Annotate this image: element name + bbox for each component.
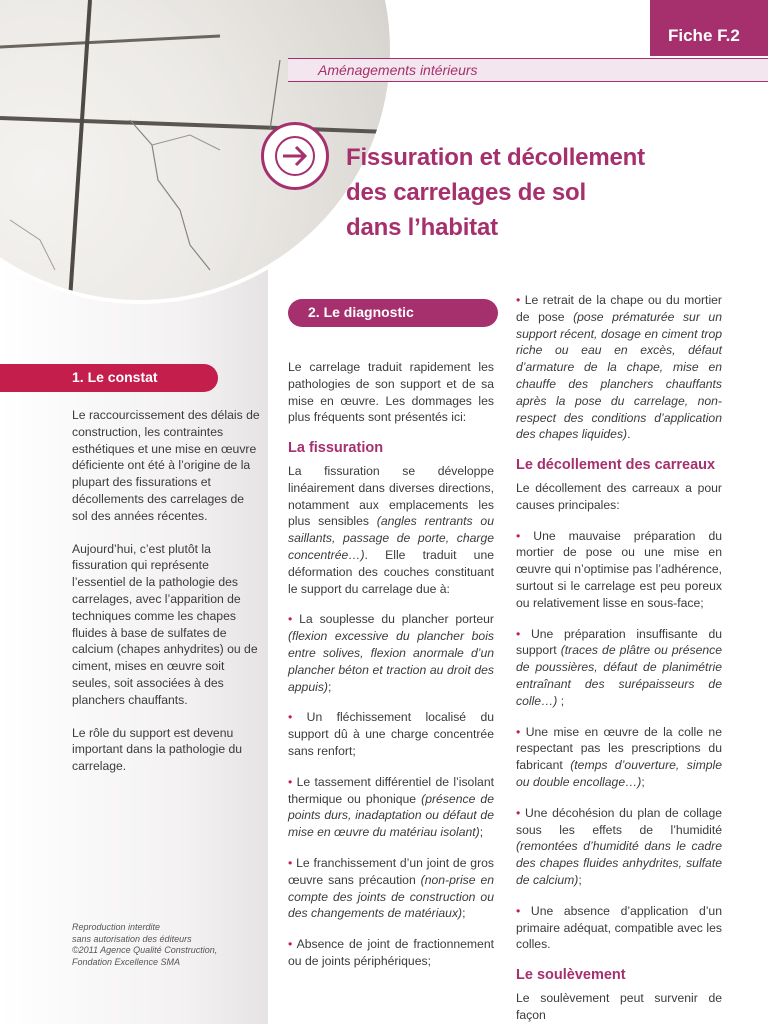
page-title-line-2: des carrelages de sol <box>346 179 586 206</box>
subheading-decollement: Le décollement des carreaux <box>516 457 716 474</box>
arrow-right-icon <box>261 122 329 190</box>
subheading-soulevement: Le soulèvement <box>516 967 626 984</box>
section-heading-diagnostic: 2. Le diagnostic <box>288 299 498 327</box>
list-item: • Un fléchissement localisé du support dû à une charge concentrée sans renfort; <box>288 710 494 758</box>
constat-paragraph-3: Le rôle du support est devenu important dans la pathologie du carrelage. <box>72 725 243 774</box>
copyright-notice: Reproduction interdite sans autorisation des éditeurs ©2011 Agence Qualité Construction, Fondation Excellence SMA <box>72 922 218 967</box>
rubric-bar: Aménagements intérieurs <box>288 58 768 82</box>
page-title-line-3: dans l’habitat <box>346 214 498 241</box>
subheading-fissuration: La fissuration <box>288 440 384 457</box>
list-item: • Le tassement différentiel de l’isolant thermique ou phonique (présence de points durs, inadaptation ou défaut de mise en œuvre du matériau isolant); <box>288 774 494 840</box>
list-item: • Absence de joint de fractionnement ou de joints périphériques; <box>288 937 495 968</box>
soulevement-text: Le soulèvement peut survenir de façon <box>516 990 722 1022</box>
diagnostic-column-2 <box>516 292 722 1024</box>
page-title <box>346 140 756 245</box>
list-item: • Le franchissement d’un joint de gros œuvre sans précaution (non-prise en compte des joints de construction ou des changements de matériaux); <box>288 855 495 921</box>
decollement-intro: Le décollement des carreaux a pour causes principales: <box>516 480 722 512</box>
section-heading-constat: 1. Le constat <box>0 364 218 392</box>
list-item: • Une préparation insuffisante du support (traces de plâtre ou présence de poussières, défaut de planimétrie entraînant des surépaisseurs de colle…) ; <box>516 626 722 708</box>
list-item: • Une mauvaise préparation du mortier de pose ou une mise en œuvre qui n’optimise pas l’adhérence, surtout si le carrelage est peu poreux ou relativement lisse en sous-face; <box>516 528 722 610</box>
cracked-tile-photo <box>0 0 390 300</box>
list-item: • Une mise en œuvre de la colle ne respectant pas les prescriptions du fabricant (temps d’ouverture, simple ou double encollage…); <box>516 724 722 789</box>
diagnostic-intro: Le carrelage traduit rapidement les pathologies de son support et de sa mise en œuvre. Les dommages les plus fréquents sont présentés ici: <box>288 360 494 425</box>
fissuration-text: La fissuration se développe linéairement dans diverses directions, notamment aux emplacements les plus sensibles (angles rentrants ou saillants, passage de porte, charge concentrée…). Elle traduit une déformation des couches constituant le support du carrelage due à: <box>288 463 494 596</box>
fiche-label: Fiche F.2 <box>650 0 768 56</box>
list-item: • La souplesse du plancher porteur (flexion excessive du plancher bois entre solives, flexion anormale d’un plancher béton et traction au droit des appuis); <box>288 612 494 694</box>
list-item: • Une absence d’application d’un primaire adéquat, compatible avec les colles. <box>516 903 722 952</box>
diagnostic-column-1 <box>288 359 494 984</box>
constat-text <box>72 407 262 791</box>
list-item: • Le retrait de la chape ou du mortier de pose (pose prématurée sur un support récent, dosage en ciment trop riche ou eau en excès, défaut d’armature de la chape, mise en chauffe des planchers chauffants après la pose du carrelage, non-respect des conditions d’application des chapes liquides). <box>516 293 722 442</box>
page-title-line-1: Fissuration et décollement <box>346 144 645 171</box>
constat-paragraph-1: Le raccourcissement des délais de construction, les contraintes esthétiques et une mise en œuvre déficiente ont été à l’origine de la plupart des fissurations et décollements des carrelages de sol des années récentes. <box>72 408 260 523</box>
list-item: • Une décohésion du plan de collage sous les effets de l’humidité (remontées d’humidité dans le cadre des chapes fluides anhydrites, sulfate de calcium); <box>516 805 723 887</box>
constat-paragraph-2: Aujourd’hui, c’est plutôt la fissuration qui représente l’essentiel de la pathologie des carrelages, avec l’apparition de techniques comme les chapes fluides à base de sulfates de calcium (chapes anhydrites) ou de ciment, mises en œuvre soit seules, soit associées à des planchers chauffants. <box>72 541 258 707</box>
